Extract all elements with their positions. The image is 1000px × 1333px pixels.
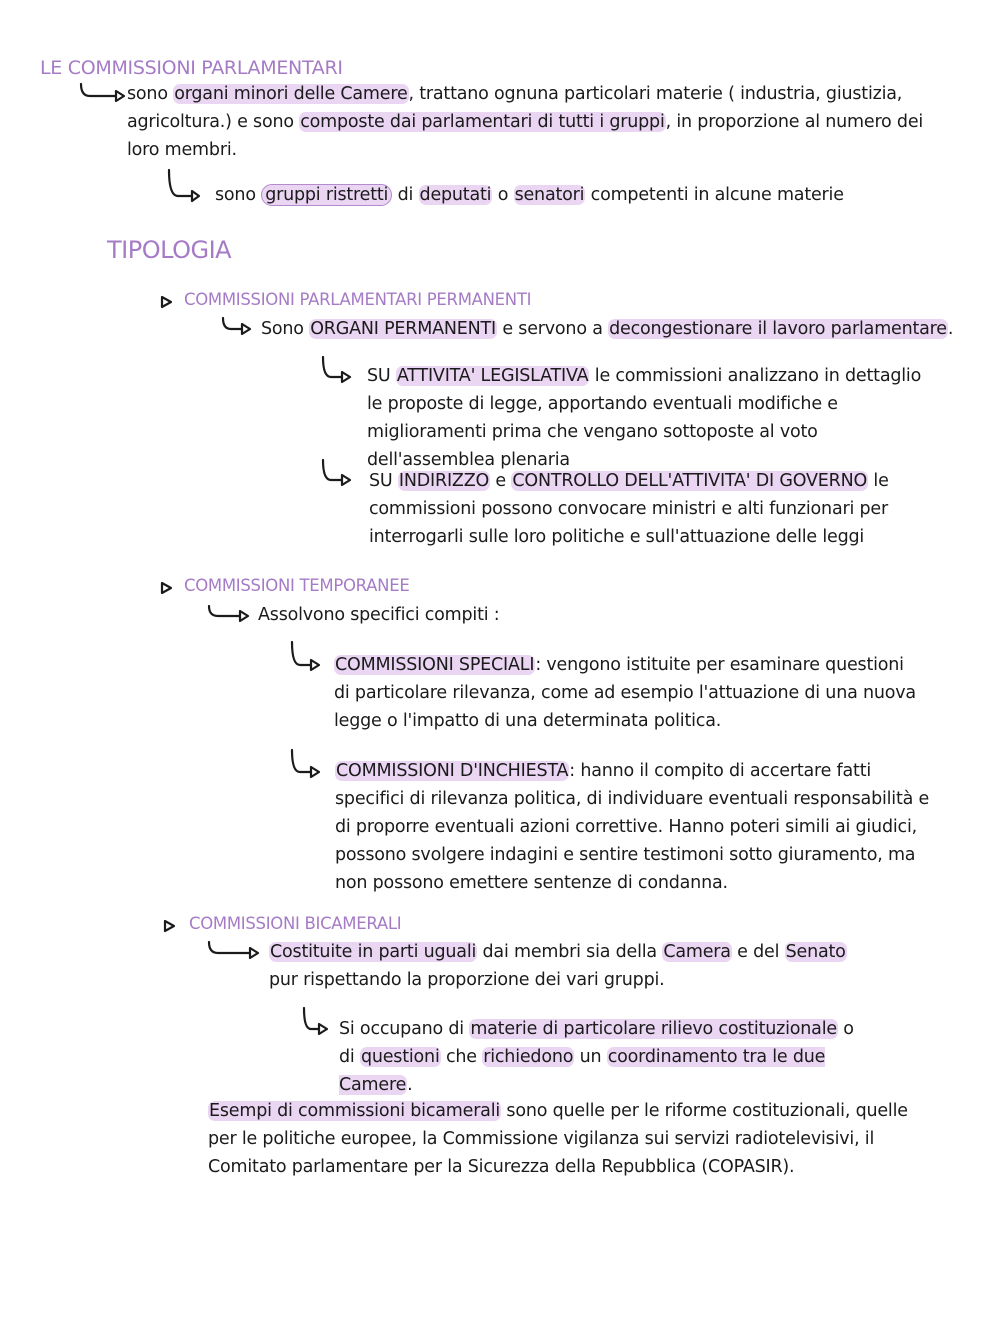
- intro-paragraph: sono organi minori delle Camere, trattano ognuna particolari materie ( industria, giustizia, agricoltura.) e sono composte dai parlamentari di tutti i gruppi, in proporzione al numero dei loro membri.: [127, 84, 924, 160]
- hook-arrow-icon: [320, 355, 360, 383]
- triangle-bullet-icon: [160, 581, 174, 595]
- speciali-paragraph: COMMISSIONI SPECIALI: vengono istituite per esaminare questioni di particolare rilevanza, come ad esempio l'attuazione di una nuova legge o l'impatto di una determinata politica.: [334, 655, 916, 731]
- triangle-bullet-icon: [160, 295, 174, 309]
- hook-arrow-icon: [289, 640, 329, 670]
- heading-temporanee: COMMISSIONI TEMPORANEE: [184, 576, 410, 595]
- hook-arrow-icon: [206, 940, 262, 962]
- legislativa-paragraph: SU ATTIVITA' LEGISLATIVA le commissioni analizzano in dettaglio le proposte di legge, apportando eventuali modifiche e miglioramenti prima che vengano sottoposte al voto dell'assemblea plenaria: [367, 366, 922, 470]
- hook-arrow-icon: [320, 458, 360, 486]
- inchiesta-paragraph: COMMISSIONI D'INCHIESTA: hanno il compito di accertare fatti specifici di rilevanza politica, di individuare eventuali responsabilità e di proporre eventuali azioni correttive. Hanno poteri simili ai giudici, possono svolgere indagini e sentire testimoni sotto giuramento, ma non possono emettere sentenze di condanna.: [335, 761, 930, 893]
- section-heading-tipologia: TIPOLOGIA: [107, 236, 232, 264]
- bicamerali-line: Costituite in parti uguali dai membri sia della Camera e del Senato pur rispettando la proporzione dei vari gruppi.: [269, 942, 846, 990]
- controllo-paragraph: SU INDIRIZZO e CONTROLLO DELL'ATTIVITA' DI GOVERNO le commissioni possono convocare ministri e alti funzionari per interrogarli sulle loro politiche e sull'attuazione delle leggi: [369, 471, 889, 547]
- hook-arrow-icon: [220, 316, 260, 336]
- permanenti-line: Sono ORGANI PERMANENTI e servono a decongestionare il lavoro parlamentare.: [261, 319, 954, 339]
- hook-arrow-icon: [301, 1006, 337, 1034]
- page-title: LE COMMISSIONI PARLAMENTARI: [40, 57, 343, 79]
- circled-term: gruppi ristretti: [261, 184, 392, 206]
- bicamerali-sub-paragraph: Si occupano di materie di particolare rilievo costituzionale o di questioni che richiedono un coordinamento tra le due Camere.: [339, 1019, 854, 1095]
- heading-bicamerali: COMMISSIONI BICAMERALI: [189, 914, 402, 933]
- esempi-paragraph: Esempi di commissioni bicamerali sono quelle per le riforme costituzionali, quelle per le politiche europee, la Commissione vigilanza sui servizi radiotelevisivi, il Comitato parlamentare per la Sicurezza della Repubblica (COPASIR).: [208, 1101, 908, 1177]
- heading-permanenti: COMMISSIONI PARLAMENTARI PERMANENTI: [184, 290, 532, 309]
- hook-arrow-icon: [289, 748, 329, 778]
- hook-arrow-icon: [206, 604, 252, 624]
- sub-intro-line: sono gruppi ristretti di deputati o senatori competenti in alcune materie: [215, 185, 844, 205]
- triangle-bullet-icon: [163, 919, 177, 933]
- hook-arrow-icon: [78, 82, 128, 104]
- hook-arrow-icon: [166, 168, 206, 204]
- temporanee-line: Assolvono specifici compiti :: [258, 605, 500, 625]
